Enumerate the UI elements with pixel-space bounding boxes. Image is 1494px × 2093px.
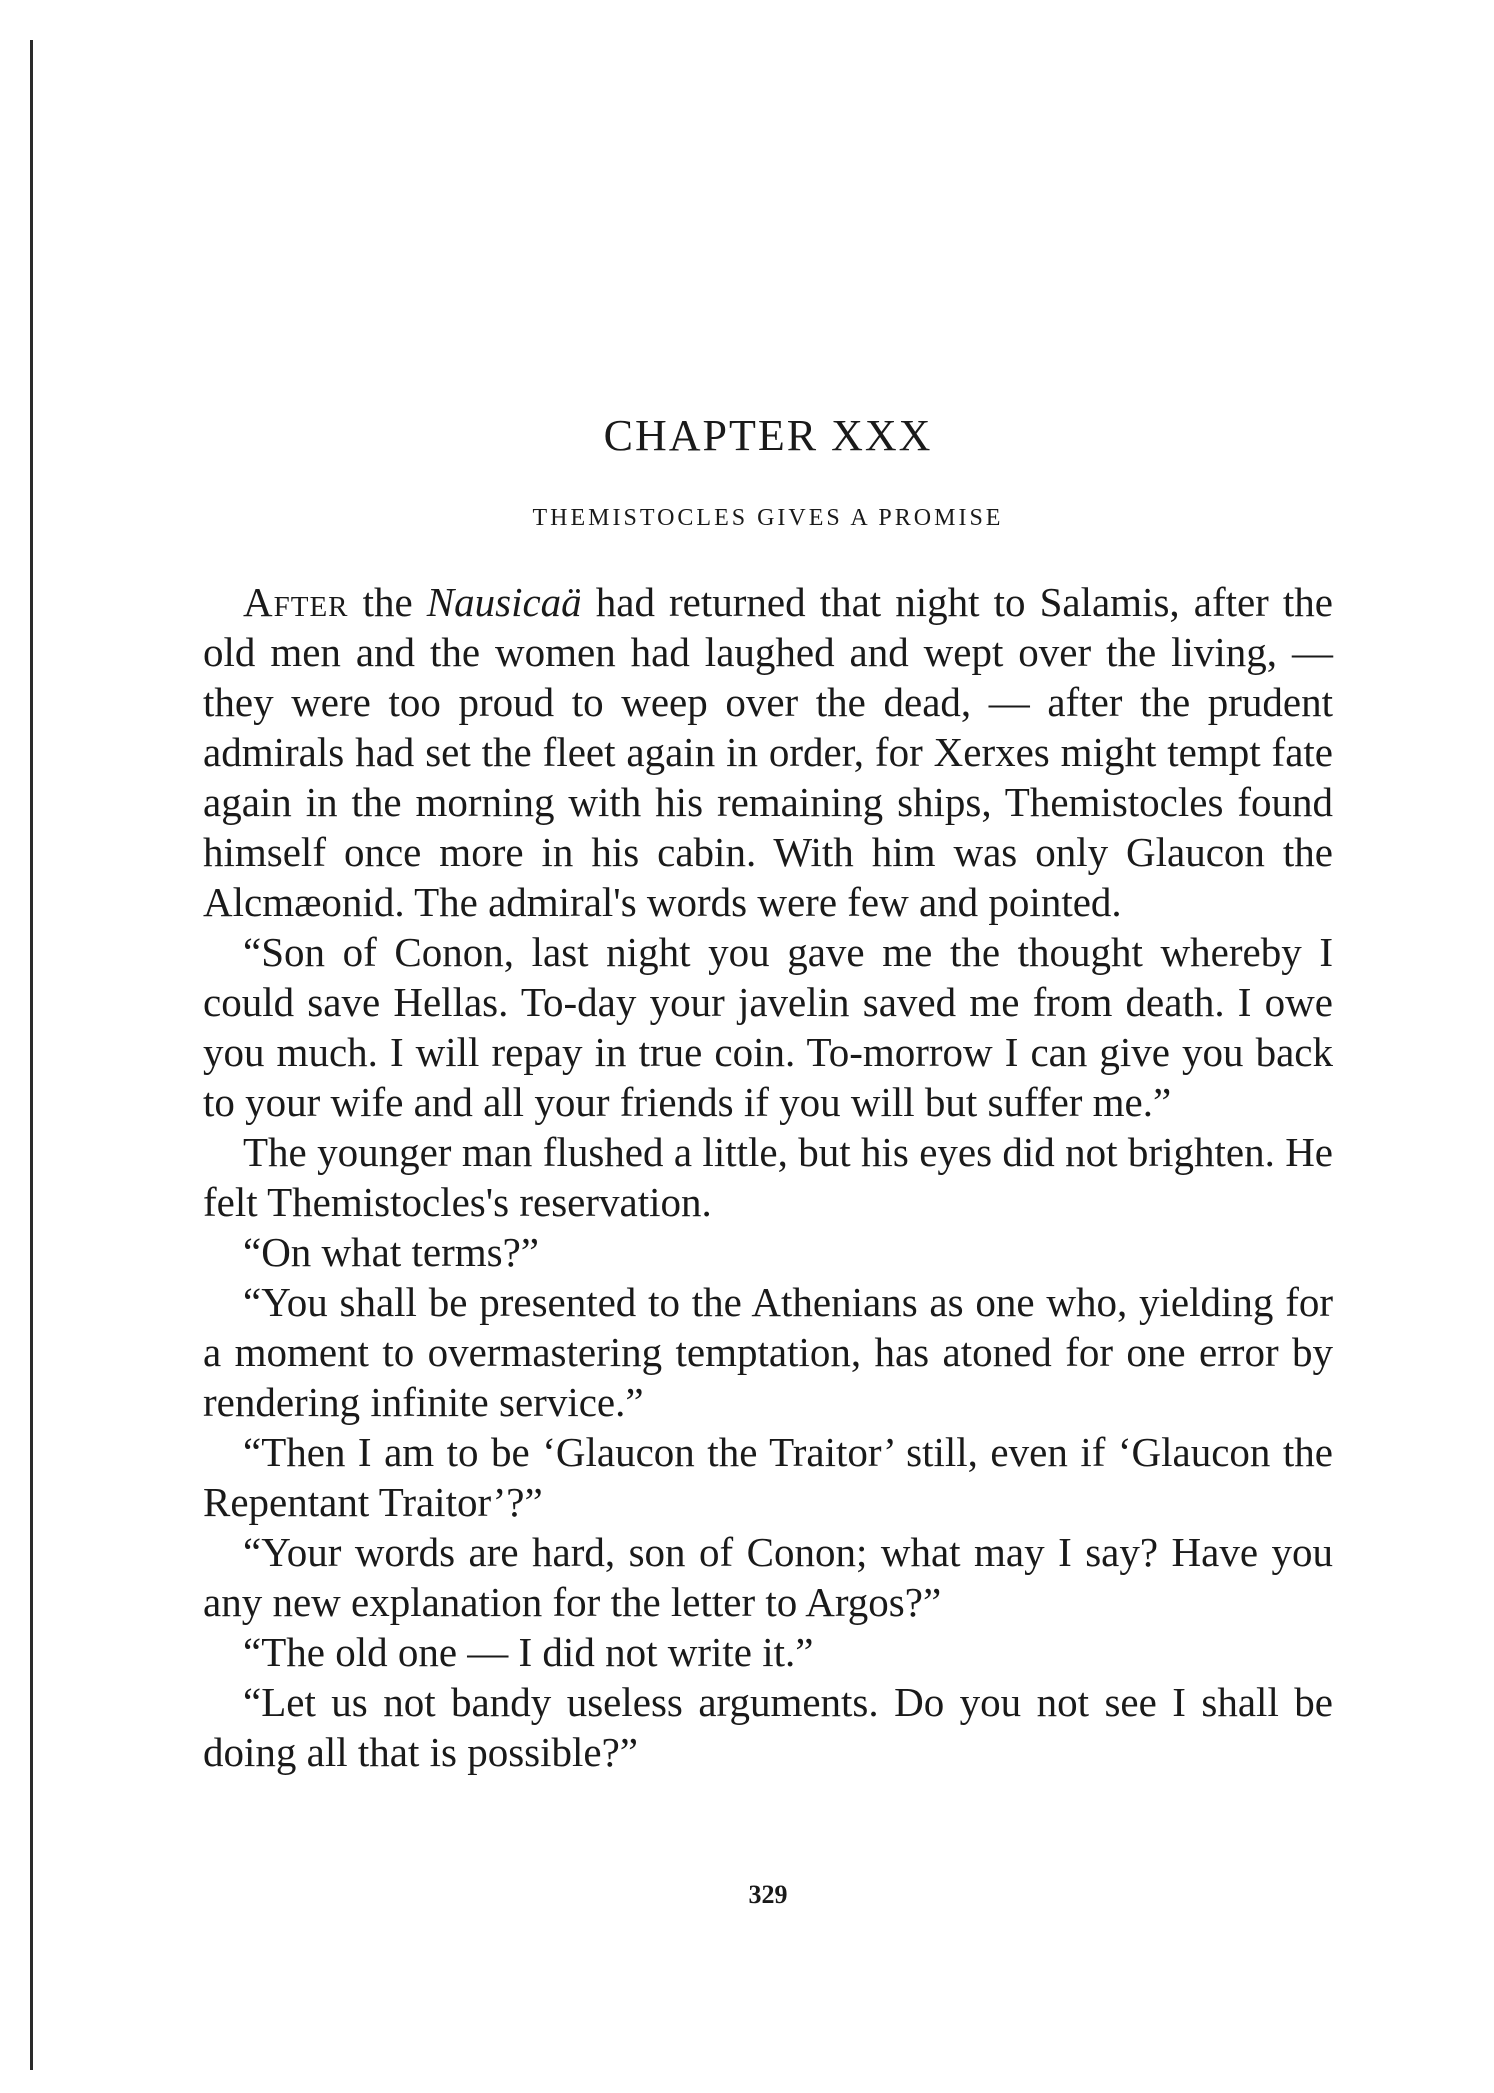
paragraph-6: “Then I am to be ‘Glaucon the Traitor’ still, even if ‘Glaucon the Repentant Traitor’?” — [203, 1429, 1333, 1525]
drop-word: After — [243, 579, 349, 625]
chapter-title: CHAPTER XXX — [603, 411, 933, 460]
paragraph-9: “Let us not bandy useless arguments. Do you not see I shall be doing all that is possible?” — [203, 1679, 1333, 1775]
paragraph-8: “The old one — I did not write it.” — [243, 1629, 814, 1675]
chapter-subtitle: THEMISTOCLES GIVES A PROMISE — [532, 505, 1004, 531]
ship-name: Nausicaä — [426, 579, 582, 625]
paragraph-1 — [203, 577, 1333, 927]
paragraph-7: “Your words are hard, son of Conon; what may I say? Have you any new explanation for the letter to Argos?” — [203, 1529, 1333, 1625]
paragraph-2: “Son of Conon, last night you gave me the thought whereby I could save Hellas. To-day your javelin saved me from death. I owe you much. I will repay in true coin. To-morrow I can give you back to your wife and all your friends if you will but suffer me.” — [203, 929, 1333, 1125]
paragraph-5: “You shall be presented to the Athenians as one who, yielding for a moment to overmastering temptation, has atoned for one error by rendering infinite service.” — [203, 1279, 1333, 1425]
paragraph-4: “On what terms?” — [243, 1229, 539, 1275]
page-number: 329 — [748, 1880, 788, 1909]
scan-edge-line — [30, 40, 33, 2070]
paragraph-1-lead: the — [348, 579, 427, 625]
chapter-text — [203, 577, 1333, 1777]
paragraph-3: The younger man flushed a little, but his eyes did not brighten. He felt Themistocles's reservation. — [203, 1129, 1333, 1225]
paragraph-1-text: had returned that night to Salamis, after the old men and the women had laughed and wept over the living, — they were too proud to weep over the dead, — after the prudent admirals had set the fleet again in order, for Xerxes might tempt fate again in the morning with his remaining ships, Themistocles found himself once more in his cabin. With him was only Glaucon the Alcmæonid. The admiral's words were few and pointed. — [203, 579, 1333, 925]
